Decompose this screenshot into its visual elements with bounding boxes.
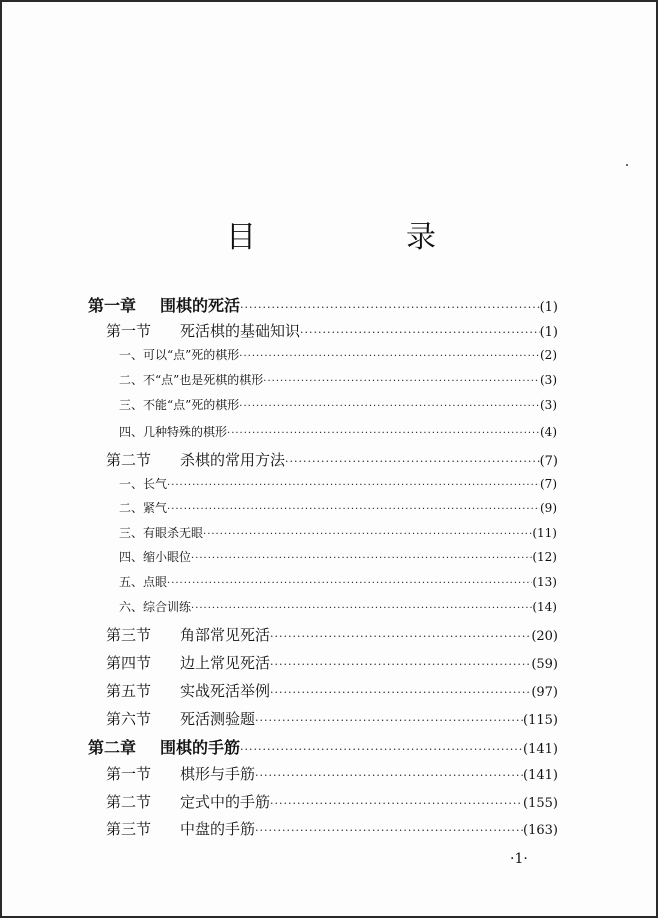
- toc-subsection-entry[interactable]: [119, 396, 557, 413]
- toc-entry-title: 二、不“点”也是死棋的棋形: [119, 373, 264, 387]
- toc-entry-page: (7): [539, 454, 558, 469]
- toc-leader-dots: [270, 686, 531, 699]
- toc-entry-label: [106, 652, 270, 673]
- toc-entry-title: 一、可以“点”死的棋形: [119, 348, 240, 362]
- toc-entry-label: [119, 475, 167, 492]
- toc-entry-title: 三、有眼杀无眼: [119, 526, 204, 540]
- toc-entry-page: (59): [531, 657, 558, 672]
- scan-speck: [627, 165, 628, 166]
- toc-leader-dots: [255, 824, 523, 837]
- toc-entry-number: 第五节: [106, 682, 152, 700]
- toc-entry-title: 实战死活举例: [180, 682, 271, 700]
- toc-entry-title: 围棋的手筋: [160, 738, 241, 757]
- toc-entry-label: [119, 548, 191, 565]
- toc-entry-title: 杀棋的常用方法: [180, 451, 286, 469]
- toc-leader-dots: [263, 376, 540, 387]
- toc-entry-number: 第三节: [106, 626, 152, 644]
- toc-entry-label: [106, 708, 255, 729]
- toc-entry-title: 边上常见死活: [180, 654, 271, 672]
- toc-entry-label: [106, 680, 270, 701]
- toc-leader-dots: [300, 326, 540, 339]
- toc-entry-label: [106, 791, 270, 812]
- toc-leader-dots: [167, 578, 532, 589]
- toc-section-entry[interactable]: [106, 708, 558, 729]
- toc-leader-dots: [270, 630, 531, 643]
- toc-entry-page: (12): [532, 550, 557, 564]
- toc-entry-page: (3): [540, 398, 557, 412]
- toc-entry-title: 定式中的手筋: [180, 793, 271, 811]
- toc-subsection-entry[interactable]: [119, 598, 557, 615]
- toc-entry-number: 第一节: [106, 322, 152, 340]
- toc-entry-page: (13): [532, 575, 557, 589]
- toc-entry-label: [119, 423, 227, 440]
- toc-entry-label: [119, 371, 263, 388]
- toc-leader-dots: [167, 504, 540, 515]
- toc-section-entry[interactable]: [106, 449, 558, 470]
- toc-entry-number: 第六节: [106, 710, 152, 728]
- toc-leader-dots: [227, 428, 540, 439]
- toc-leader-dots: [191, 603, 532, 614]
- toc-subsection-entry[interactable]: [119, 524, 557, 541]
- toc-entry-page: (1): [539, 325, 558, 340]
- toc-entry-title: 一、长气: [119, 477, 168, 491]
- toc-section-entry[interactable]: [106, 763, 558, 784]
- toc-leader-dots: [239, 401, 540, 412]
- toc-entry-page: (141): [523, 742, 558, 757]
- toc-entry-label: [119, 346, 239, 363]
- page-number: ·1·: [510, 851, 528, 867]
- toc-entry-page: (3): [540, 373, 557, 387]
- toc-entry-title: 三、不能“点”死的棋形: [119, 398, 240, 412]
- toc-entry-page: (115): [523, 713, 558, 728]
- toc-entry-page: (7): [540, 477, 557, 491]
- toc-chapter-entry[interactable]: [88, 735, 558, 758]
- toc-entry-title: 四、缩小眼位: [119, 550, 192, 564]
- toc-section-entry[interactable]: [106, 680, 558, 701]
- toc-section-entry[interactable]: [106, 818, 558, 839]
- toc-entry-label: [119, 396, 239, 413]
- toc-entry-page: (14): [532, 600, 557, 614]
- toc-entry-label: [88, 735, 240, 758]
- toc-leader-dots: [255, 769, 523, 782]
- toc-entry-number: 第一节: [106, 765, 152, 783]
- toc-subsection-entry[interactable]: [119, 423, 557, 440]
- toc-subsection-entry[interactable]: [119, 573, 557, 590]
- toc-section-entry[interactable]: [106, 791, 558, 812]
- toc-entry-label: [119, 499, 167, 516]
- toc-section-entry[interactable]: [106, 624, 558, 645]
- toc-entry-label: [119, 598, 191, 615]
- toc-subsection-entry[interactable]: [119, 346, 557, 363]
- toc-entry-page: (155): [523, 796, 558, 811]
- toc-leader-dots: [270, 797, 523, 810]
- toc-leader-dots: [203, 529, 532, 540]
- toc-subsection-entry[interactable]: [119, 548, 557, 565]
- toc-entry-page: (9): [540, 501, 557, 515]
- toc-entry-label: [106, 320, 300, 341]
- toc-entry-label: [106, 624, 270, 645]
- toc-entry-number: 第二节: [106, 451, 152, 469]
- page-title: 目 录: [226, 220, 496, 255]
- toc-entry-page: (141): [523, 768, 558, 783]
- toc-entry-title: 围棋的死活: [160, 296, 241, 315]
- toc-subsection-entry[interactable]: [119, 371, 557, 388]
- toc-entry-page: (11): [532, 526, 557, 540]
- toc-entry-page: (163): [523, 823, 558, 838]
- toc-entry-label: [106, 763, 255, 784]
- toc-entry-title: 二、紧气: [119, 501, 168, 515]
- toc-entry-label: [106, 818, 255, 839]
- toc-entry-page: (2): [540, 348, 557, 362]
- toc-entry-number: 第三节: [106, 820, 152, 838]
- toc-entry-title: 死活棋的基础知识: [180, 322, 301, 340]
- toc-leader-dots: [255, 714, 523, 727]
- toc-section-entry[interactable]: [106, 320, 558, 341]
- toc-entry-number: 第一章: [88, 296, 137, 315]
- toc-entry-page: (1): [539, 300, 558, 315]
- toc-section-entry[interactable]: [106, 652, 558, 673]
- toc-entry-title: 角部常见死活: [180, 626, 271, 644]
- toc-leader-dots: [285, 455, 540, 468]
- toc-entry-page: (4): [540, 425, 557, 439]
- toc-entry-page: (20): [531, 629, 558, 644]
- toc-subsection-entry[interactable]: [119, 499, 557, 516]
- toc-chapter-entry[interactable]: [88, 293, 558, 316]
- toc-entry-title: 四、几种特殊的棋形: [119, 425, 228, 439]
- toc-entry-title: 六、综合训练: [119, 600, 192, 614]
- toc-entry-label: [119, 524, 203, 541]
- toc-entry-title: 死活测验题: [180, 710, 256, 728]
- toc-leader-dots: [240, 743, 523, 756]
- toc-leader-dots: [239, 351, 540, 362]
- toc-leader-dots: [167, 480, 540, 491]
- toc-entry-number: 第四节: [106, 654, 152, 672]
- toc-entry-label: [88, 293, 240, 316]
- toc-leader-dots: [240, 301, 540, 314]
- toc-entry-title: 五、点眼: [119, 575, 168, 589]
- toc-entry-label: [106, 449, 285, 470]
- toc-subsection-entry[interactable]: [119, 475, 557, 492]
- toc-entry-title: 中盘的手筋: [180, 820, 256, 838]
- toc-entry-page: (97): [531, 685, 558, 700]
- toc-leader-dots: [270, 658, 531, 671]
- toc-entry-label: [119, 573, 167, 590]
- toc-entry-number: 第二节: [106, 793, 152, 811]
- toc-entry-number: 第二章: [88, 738, 137, 757]
- toc-entry-title: 棋形与手筋: [180, 765, 256, 783]
- toc-leader-dots: [191, 553, 532, 564]
